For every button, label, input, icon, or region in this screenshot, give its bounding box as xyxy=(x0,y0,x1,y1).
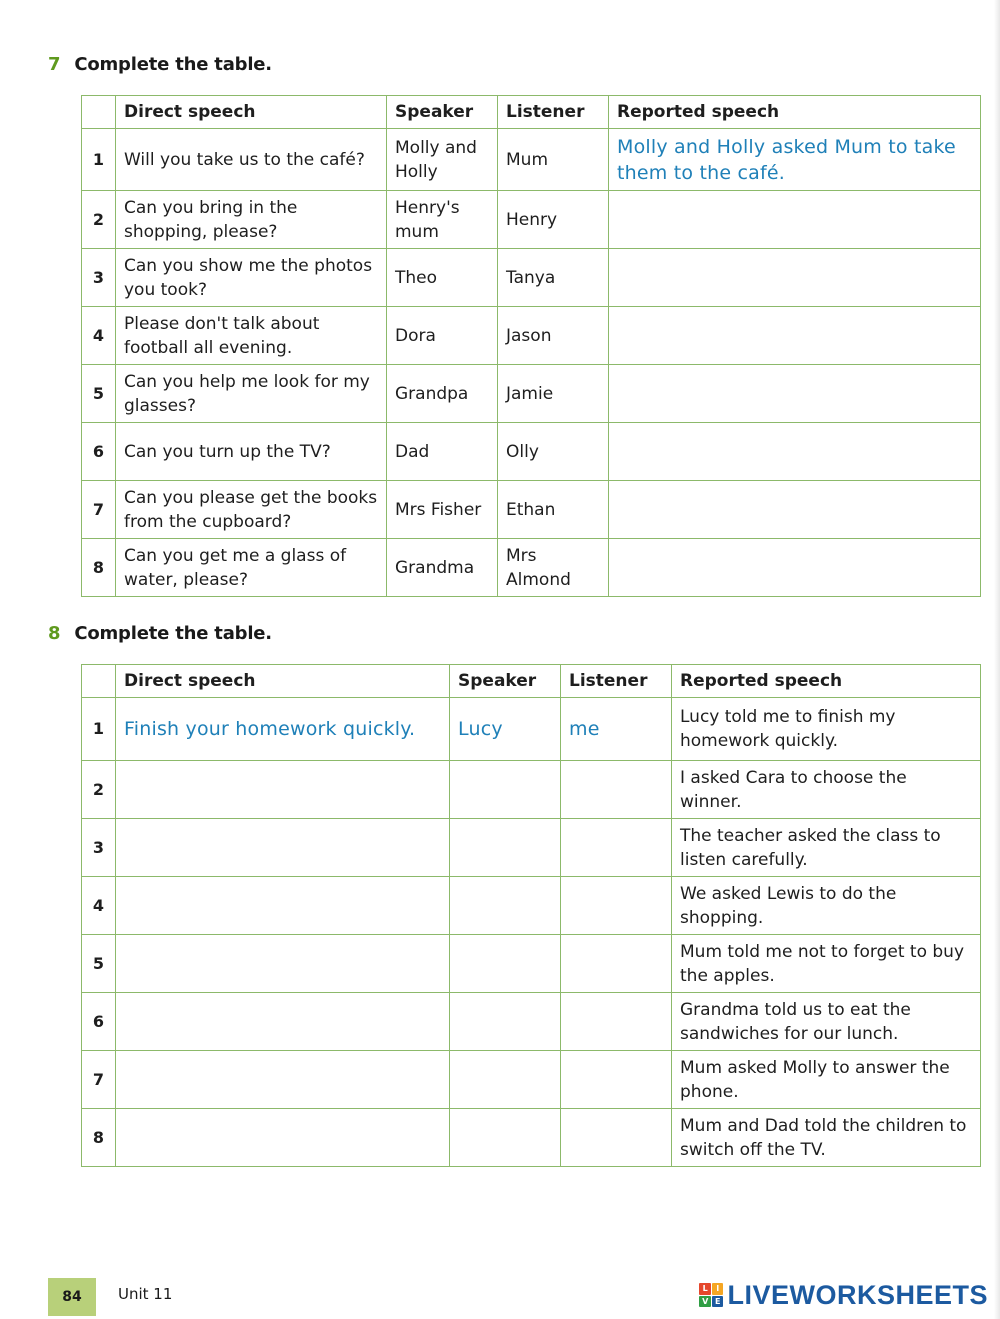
speaker-cell xyxy=(387,191,498,249)
listener-cell xyxy=(498,365,609,423)
header-number-cell xyxy=(82,96,116,129)
row-number-text: 7 xyxy=(92,1069,105,1089)
direct-speech-cell[interactable] xyxy=(116,761,450,819)
listener-cell xyxy=(498,129,609,191)
answer-input[interactable] xyxy=(569,778,663,802)
example-answer: Finish your homework quickly. xyxy=(124,718,416,740)
answer-input[interactable] xyxy=(124,952,441,976)
speaker-cell-text: Grandpa xyxy=(395,383,469,404)
speaker-cell-text: Henry's mum xyxy=(395,197,460,242)
speaker-cell[interactable] xyxy=(450,1051,561,1109)
listener-cell-text: Mrs Almond xyxy=(506,545,571,590)
row-number xyxy=(82,365,116,423)
row-number-text: 3 xyxy=(92,837,105,857)
reported-speech-cell[interactable] xyxy=(609,249,981,307)
header-listener: Listener xyxy=(561,665,672,698)
row-number xyxy=(82,249,116,307)
exercise-8-heading xyxy=(48,623,272,644)
reported-speech-cell[interactable] xyxy=(609,191,981,249)
header-speaker: Speaker xyxy=(450,665,561,698)
liveworksheets-wordmark: LIVEWORKSHEETS xyxy=(727,1279,988,1310)
table-row xyxy=(82,1051,981,1109)
answer-input[interactable] xyxy=(569,894,663,918)
listener-cell xyxy=(498,191,609,249)
page-number-badge xyxy=(48,1278,96,1316)
reported-speech-cell[interactable] xyxy=(609,423,981,481)
reported-speech-cell-text: Mum asked Molly to answer the phone. xyxy=(680,1057,950,1102)
row-number-text: 7 xyxy=(92,499,105,519)
reported-speech-cell xyxy=(672,761,981,819)
row-number-text: 6 xyxy=(92,441,105,461)
row-number xyxy=(82,129,116,191)
speaker-cell-text: Mrs Fisher xyxy=(395,499,482,520)
row-number-text: 5 xyxy=(92,953,105,973)
row-number xyxy=(82,993,116,1051)
row-number-text: 2 xyxy=(92,779,105,799)
table-row xyxy=(82,423,981,481)
reported-speech-cell[interactable] xyxy=(609,481,981,539)
table-row xyxy=(82,129,981,191)
row-number-text: 4 xyxy=(92,895,105,915)
listener-cell-text: Ethan xyxy=(506,499,556,520)
unit-label: Unit 11 xyxy=(118,1285,173,1303)
answer-input[interactable] xyxy=(569,1068,663,1092)
answer-input[interactable] xyxy=(617,498,972,522)
direct-speech-cell xyxy=(116,191,387,249)
direct-speech-cell[interactable] xyxy=(116,935,450,993)
answer-input[interactable] xyxy=(124,1010,441,1034)
reported-speech-cell-text: We asked Lewis to do the shopping. xyxy=(680,883,897,928)
row-number-text: 4 xyxy=(92,325,105,345)
table-header-row xyxy=(82,665,981,698)
header-reported-speech: Reported speech xyxy=(609,96,981,129)
table-row xyxy=(82,761,981,819)
row-number xyxy=(82,307,116,365)
direct-speech-cell-text: Can you please get the books from the cupboard? xyxy=(124,487,378,532)
answer-input[interactable] xyxy=(124,836,441,860)
listener-cell xyxy=(561,698,672,761)
listener-cell xyxy=(498,423,609,481)
row-number-text: 1 xyxy=(92,719,105,738)
answer-input[interactable] xyxy=(617,266,972,290)
speaker-cell-text: Dad xyxy=(395,441,430,462)
direct-speech-cell[interactable] xyxy=(116,1109,450,1167)
direct-speech-cell-text: Please don't talk about football all evening. xyxy=(124,313,320,358)
direct-speech-cell xyxy=(116,365,387,423)
row-number xyxy=(82,698,116,761)
speaker-cell xyxy=(450,698,561,761)
row-number xyxy=(82,761,116,819)
header-direct-speech: Direct speech xyxy=(116,96,387,129)
liveworksheets-logo-icon: L I V E xyxy=(699,1283,723,1307)
answer-input[interactable] xyxy=(124,894,441,918)
speaker-cell xyxy=(387,129,498,191)
answer-input[interactable] xyxy=(458,894,552,918)
direct-speech-cell xyxy=(116,129,387,191)
table-row xyxy=(82,249,981,307)
table-row xyxy=(82,307,981,365)
reported-speech-cell xyxy=(672,698,981,761)
direct-speech-cell xyxy=(116,249,387,307)
listener-cell-text: Jamie xyxy=(506,383,554,404)
reported-speech-cell-text: Mum told me not to forget to buy the apples. xyxy=(680,941,965,986)
row-number xyxy=(82,1109,116,1167)
exercise-8-number: 8 xyxy=(48,623,61,644)
listener-cell xyxy=(498,249,609,307)
answer-input[interactable] xyxy=(458,1010,552,1034)
example-answer: Molly and Holly asked Mum to take them to the café. xyxy=(617,135,956,184)
answer-input[interactable] xyxy=(617,208,972,232)
direct-speech-cell-text: Will you take us to the café? xyxy=(124,149,365,170)
answer-input[interactable] xyxy=(124,1068,441,1092)
direct-speech-cell[interactable] xyxy=(116,819,450,877)
row-number-text: 3 xyxy=(92,267,105,287)
liveworksheets-brand[interactable] xyxy=(699,1278,988,1312)
table-header-row xyxy=(82,96,981,129)
listener-cell xyxy=(498,307,609,365)
table-row xyxy=(82,191,981,249)
answer-input[interactable] xyxy=(569,1010,663,1034)
header-listener: Listener xyxy=(498,96,609,129)
answer-input[interactable] xyxy=(569,952,663,976)
table-row xyxy=(82,1109,981,1167)
direct-speech-cell[interactable] xyxy=(116,1051,450,1109)
example-answer: me xyxy=(569,718,600,740)
table-row xyxy=(82,877,981,935)
reported-speech-cell[interactable] xyxy=(609,539,981,597)
listener-cell-text: Mum xyxy=(506,149,549,170)
page-number: 84 xyxy=(62,1289,82,1305)
reported-speech-cell xyxy=(672,877,981,935)
reported-speech-cell-text: Grandma told us to eat the sandwiches for our lunch. xyxy=(680,999,911,1044)
exercise-8-table xyxy=(81,664,981,1167)
answer-input[interactable] xyxy=(124,1126,441,1150)
row-number xyxy=(82,819,116,877)
answer-input[interactable] xyxy=(569,1126,663,1150)
speaker-cell xyxy=(387,481,498,539)
reported-speech-cell xyxy=(672,993,981,1051)
direct-speech-cell xyxy=(116,539,387,597)
row-number xyxy=(82,423,116,481)
reported-speech-cell xyxy=(609,129,981,191)
row-number xyxy=(82,935,116,993)
row-number-text: 1 xyxy=(92,149,105,169)
listener-cell[interactable] xyxy=(561,819,672,877)
example-answer: Lucy xyxy=(458,718,503,740)
speaker-cell[interactable] xyxy=(450,819,561,877)
exercise-7-number: 7 xyxy=(48,54,61,75)
speaker-cell xyxy=(387,423,498,481)
exercise-7-heading xyxy=(48,54,272,75)
row-number xyxy=(82,1051,116,1109)
listener-cell[interactable] xyxy=(561,877,672,935)
listener-cell-text: Tanya xyxy=(506,267,556,288)
speaker-cell-text: Dora xyxy=(395,325,436,346)
speaker-cell-text: Theo xyxy=(395,267,438,288)
reported-speech-cell-text: I asked Cara to choose the winner. xyxy=(680,767,907,812)
reported-speech-cell[interactable] xyxy=(609,365,981,423)
listener-cell xyxy=(498,481,609,539)
row-number-text: 2 xyxy=(92,209,105,229)
table-row xyxy=(82,481,981,539)
direct-speech-cell-text: Can you turn up the TV? xyxy=(124,441,331,462)
row-number-text: 6 xyxy=(92,1011,105,1031)
speaker-cell[interactable] xyxy=(450,935,561,993)
row-number xyxy=(82,481,116,539)
speaker-cell[interactable] xyxy=(450,1109,561,1167)
row-number-text: 8 xyxy=(92,557,105,577)
row-number-text: 8 xyxy=(92,1127,105,1147)
header-speaker: Speaker xyxy=(387,96,498,129)
row-number xyxy=(82,191,116,249)
answer-input[interactable] xyxy=(458,778,552,802)
direct-speech-cell xyxy=(116,423,387,481)
direct-speech-cell xyxy=(116,698,450,761)
reported-speech-cell xyxy=(672,1109,981,1167)
speaker-cell xyxy=(387,539,498,597)
listener-cell[interactable] xyxy=(561,935,672,993)
speaker-cell-text: Molly and Holly xyxy=(395,137,477,182)
row-number xyxy=(82,877,116,935)
answer-input[interactable] xyxy=(617,440,972,464)
table-row xyxy=(82,935,981,993)
listener-cell[interactable] xyxy=(561,1109,672,1167)
direct-speech-cell-text: Can you help me look for my glasses? xyxy=(124,371,370,416)
table-row xyxy=(82,993,981,1051)
listener-cell[interactable] xyxy=(561,761,672,819)
reported-speech-cell xyxy=(672,1051,981,1109)
answer-input[interactable] xyxy=(617,556,972,580)
direct-speech-cell-text: Can you bring in the shopping, please? xyxy=(124,197,298,242)
listener-cell-text: Olly xyxy=(506,441,539,462)
speaker-cell xyxy=(387,249,498,307)
answer-input[interactable] xyxy=(124,778,441,802)
reported-speech-cell-text: The teacher asked the class to listen carefully. xyxy=(680,825,941,870)
reported-speech-cell xyxy=(672,819,981,877)
listener-cell[interactable] xyxy=(561,1051,672,1109)
exercise-7-table xyxy=(81,95,981,597)
reported-speech-cell xyxy=(672,935,981,993)
listener-cell-text: Jason xyxy=(506,325,552,346)
answer-input[interactable] xyxy=(458,836,552,860)
listener-cell xyxy=(498,539,609,597)
direct-speech-cell xyxy=(116,481,387,539)
listener-cell-text: Henry xyxy=(506,209,558,230)
row-number xyxy=(82,539,116,597)
exercise-7-instruction: Complete the table. xyxy=(74,54,272,75)
row-number-text: 5 xyxy=(92,383,105,403)
speaker-cell[interactable] xyxy=(450,993,561,1051)
answer-input[interactable] xyxy=(458,952,552,976)
table-row xyxy=(82,539,981,597)
speaker-cell[interactable] xyxy=(450,877,561,935)
answer-input[interactable] xyxy=(458,1068,552,1092)
header-reported-speech: Reported speech xyxy=(672,665,981,698)
speaker-cell[interactable] xyxy=(450,761,561,819)
speaker-cell-text: Grandma xyxy=(395,557,475,578)
answer-input[interactable] xyxy=(458,1126,552,1150)
exercise-8-instruction: Complete the table. xyxy=(74,623,272,644)
listener-cell[interactable] xyxy=(561,993,672,1051)
table-row xyxy=(82,819,981,877)
speaker-cell xyxy=(387,307,498,365)
answer-input[interactable] xyxy=(617,382,972,406)
answer-input[interactable] xyxy=(569,836,663,860)
table-row xyxy=(82,365,981,423)
answer-input[interactable] xyxy=(617,324,972,348)
header-number-cell xyxy=(82,665,116,698)
direct-speech-cell-text: Can you get me a glass of water, please? xyxy=(124,545,347,590)
direct-speech-cell xyxy=(116,307,387,365)
reported-speech-cell[interactable] xyxy=(609,307,981,365)
direct-speech-cell[interactable] xyxy=(116,877,450,935)
direct-speech-cell[interactable] xyxy=(116,993,450,1051)
reported-speech-cell-text: Mum and Dad told the children to switch off the TV. xyxy=(680,1115,967,1160)
page-edge-shadow xyxy=(994,0,1000,1319)
speaker-cell xyxy=(387,365,498,423)
direct-speech-cell-text: Can you show me the photos you took? xyxy=(124,255,373,300)
header-direct-speech: Direct speech xyxy=(116,665,450,698)
table-row xyxy=(82,698,981,761)
reported-speech-cell-text: Lucy told me to finish my homework quickly. xyxy=(680,707,896,751)
